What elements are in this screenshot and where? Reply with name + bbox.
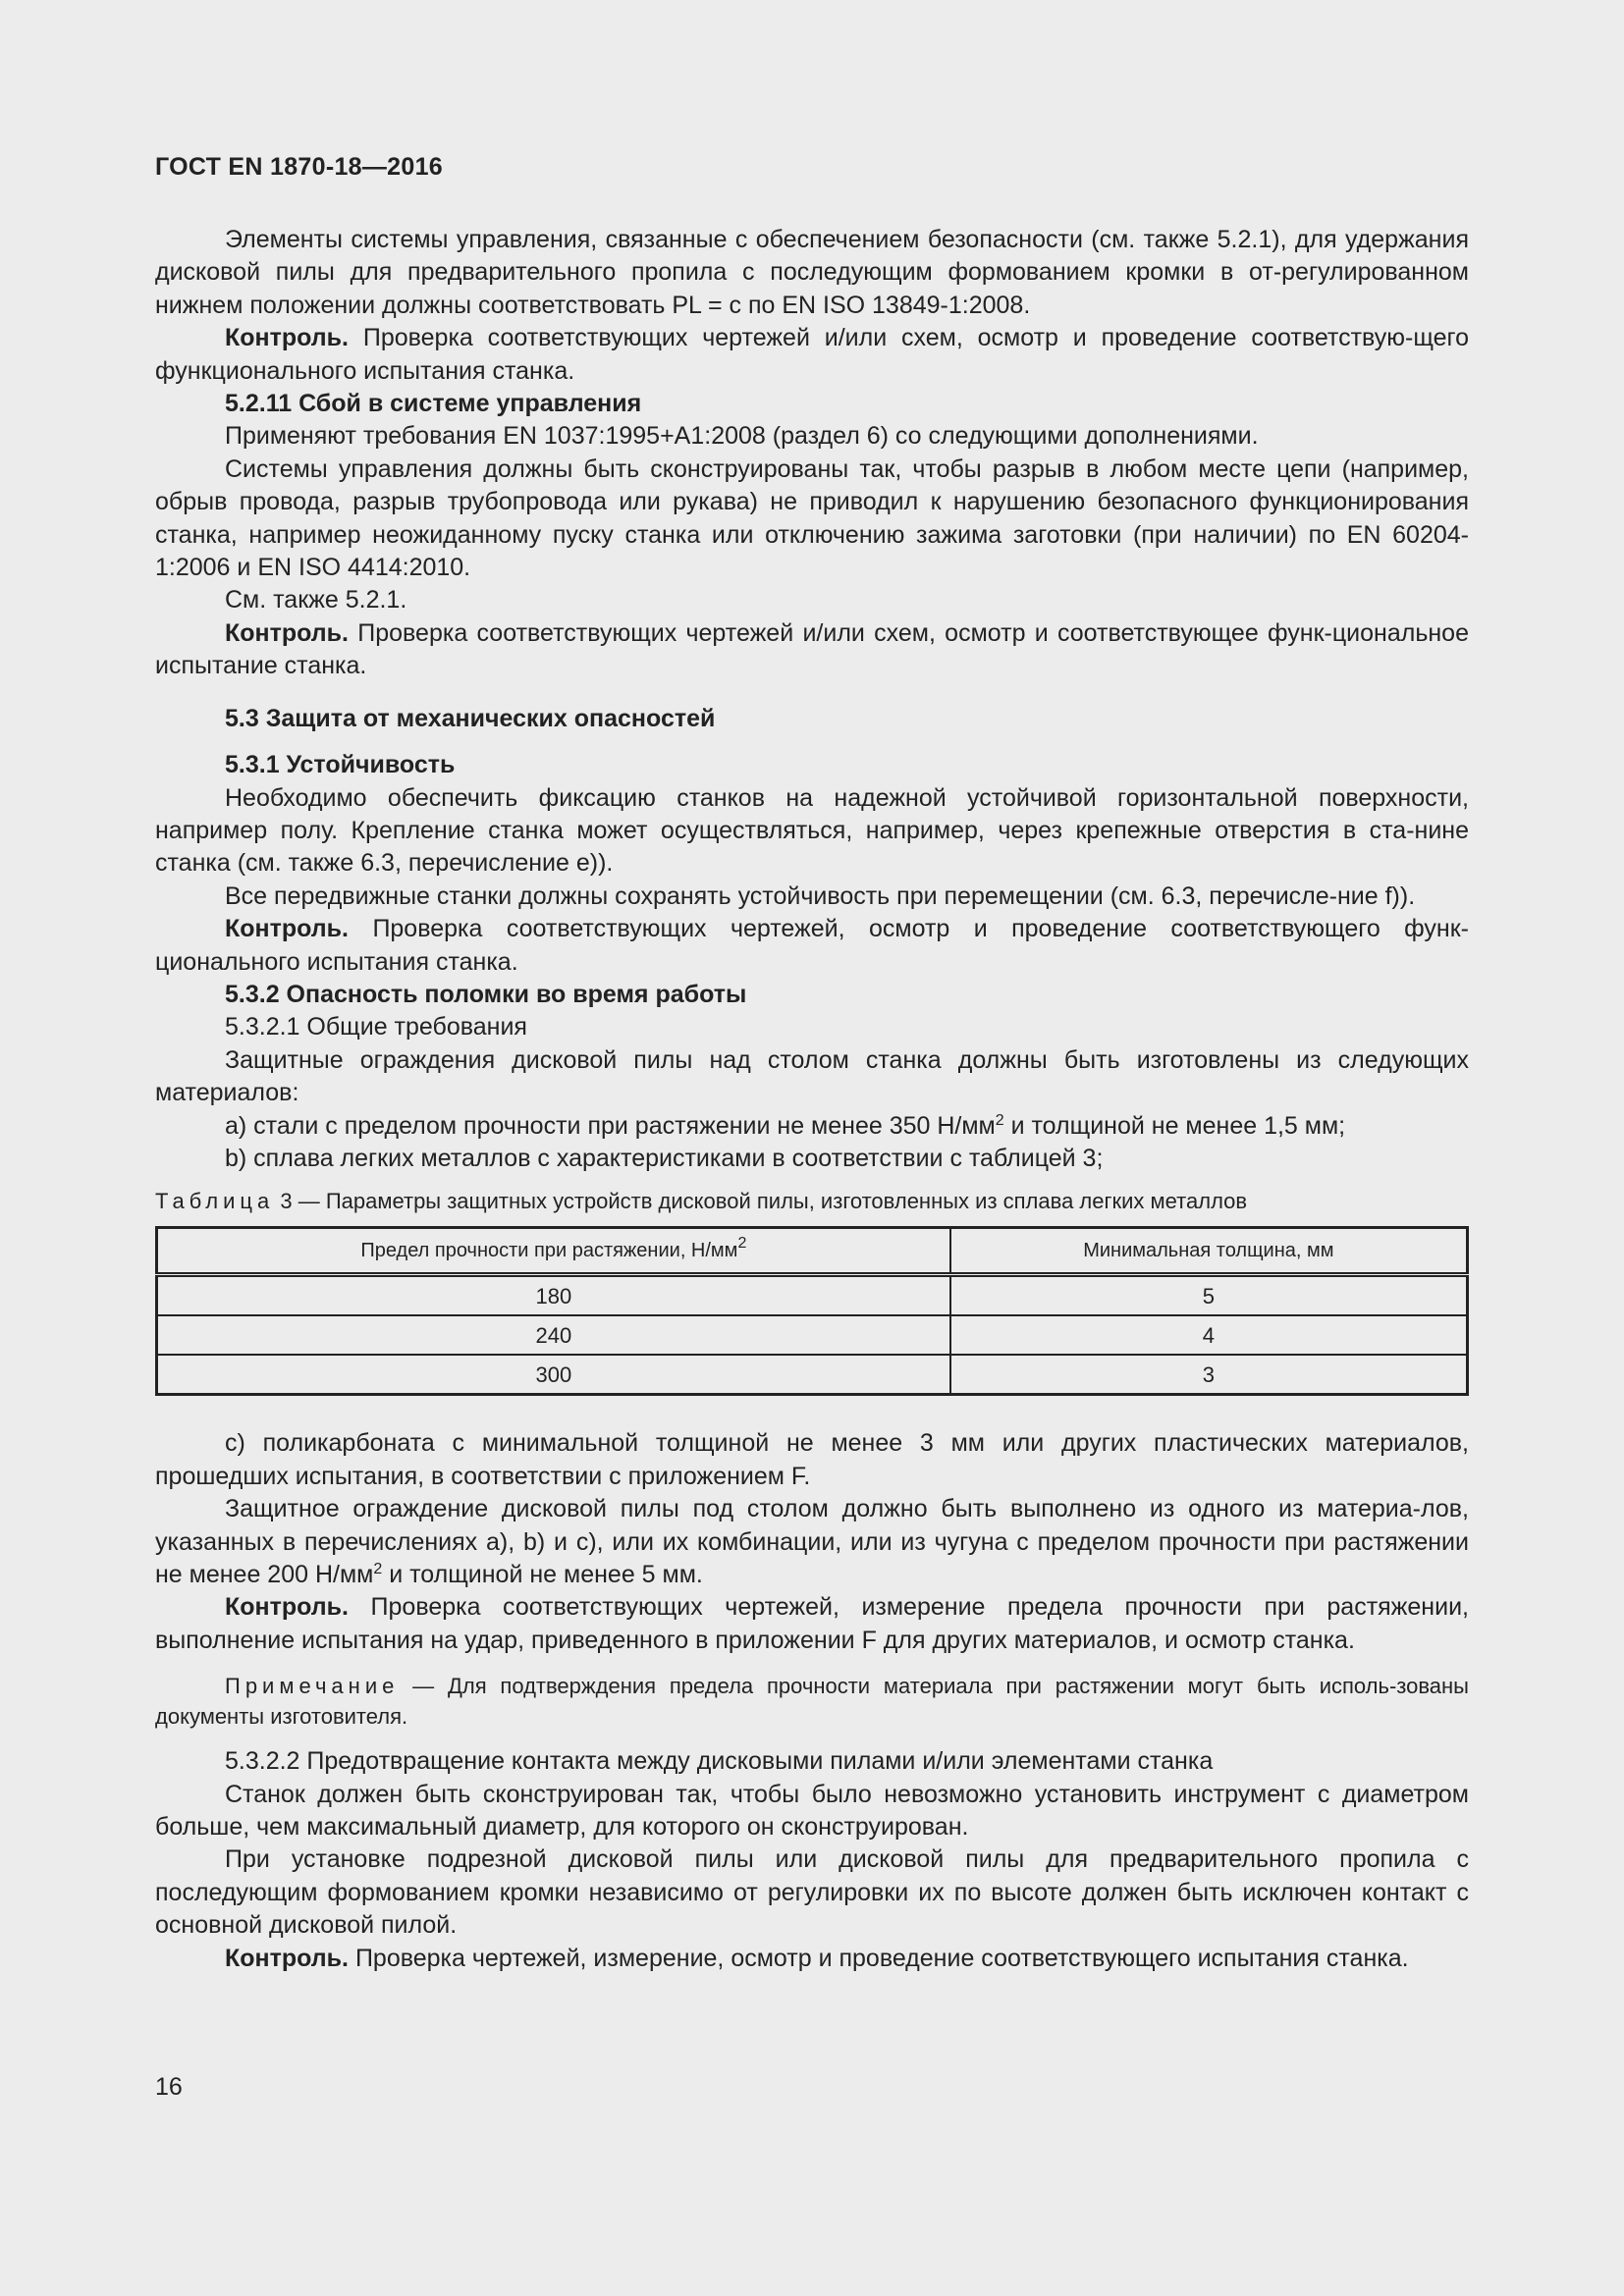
table-cell-thickness: 5 [950, 1275, 1468, 1316]
paragraph: Применяют требования EN 1037:1995+A1:2008 (раздел 6) со следующими дополнениями. [225, 422, 1259, 451]
paragraph: Все передвижные станки должны сохранять устойчивость при перемещении (см. 6.3, перечисле-ние f)). [225, 881, 1416, 910]
control-paragraph [155, 1591, 1469, 1657]
section-heading-5-2-11: 5.2.11 Сбой в системе управления [225, 390, 642, 418]
table-cell-strength: 300 [157, 1355, 950, 1395]
table-caption-label: Таблица [155, 1189, 275, 1214]
control-label: Контроль. [225, 1944, 349, 1972]
section-heading-5-3-2: 5.3.2 Опасность поломки во время работы [225, 980, 747, 1008]
list-item-b: b) сплава легких металлов с характеристиками в соответствии с таблицей 3; [225, 1144, 1104, 1172]
list-item-a: а) стали с пределом прочности при растяжении не менее 350 $Н/мм^2$ и толщиной не менее 1,5 мм; [225, 1111, 1346, 1140]
paragraph: Станок должен быть сконструирован так, чтобы было невозможно установить инструмент с диаметром больше, чем максимальный диаметр, для которого он сконструирован. [155, 1780, 1469, 1842]
subsection-heading-5-3-2-1: 5.3.2.1 Общие требования [225, 1013, 527, 1041]
table-header-thickness: Минимальная толщина, мм [950, 1228, 1468, 1275]
document-header: ГОСТ EN 1870-18—2016 [155, 153, 443, 181]
control-text: Проверка чертежей, измерение, осмотр и проведение соответствующего испытания станка. [354, 1944, 1409, 1972]
table-3 [155, 1226, 1469, 1396]
page-number: 16 [155, 2073, 183, 2101]
paragraph: Системы управления должны быть сконструированы так, чтобы разрыв в любом месте цепи (например, обрыв провода, разрыв трубопровода или рукава) не приводил к нарушению безопасного функционирования станка, например неожиданному пуску станка или отключению зажима заготовки (при наличии) по EN 60204-1:2006 и EN ISO 4414:2010. [155, 454, 1469, 582]
control-text: Проверка соответствующих чертежей и/или схем, осмотр и проведение соответствую-щего функционального испытания станка. [155, 324, 1469, 385]
paragraph: При установке подрезной дисковой пилы или дисковой пилы для предварительного пропила с последующим формованием кромки независимо от регулировки их по высоте должен быть исключен контакт с основной дисковой пилой. [155, 1845, 1469, 1940]
note [155, 1671, 1469, 1732]
table-cell-thickness: 4 [950, 1315, 1468, 1355]
table-header-strength: Предел прочности при растяжении, $Н/мм^2$ [157, 1228, 950, 1275]
table-caption-text: 3 — Параметры защитных устройств дисковой пилы, изготовленных из сплава легких металлов [274, 1189, 1248, 1214]
paragraph: Защитное ограждение дисковой пилы под столом должно быть выполнено из одного из материа-лов, указанных в перечислениях а), b) и с), или их комбинации, или из чугуна с пределом прочности при растяжении не менее 200 $Н/мм^2$ и толщиной не менее 5 мм. [155, 1495, 1469, 1588]
paragraph: Элементы системы управления, связанные с обеспечением безопасности (см. также 5.2.1), для удержания дисковой пилы для предварительного пропила с последующим формованием кромки в от-регулированном нижнем положении должны соответствовать PL = с по EN ISO 13849-1:2008. [155, 226, 1469, 319]
control-text: Проверка соответствующих чертежей, осмотр и проведение соответствующего функ-ционального испытания станка. [155, 915, 1469, 976]
table-cell-thickness: 3 [950, 1355, 1468, 1395]
section-heading-5-3: 5.3 Защита от механических опасностей [225, 704, 716, 732]
document-body [155, 224, 1469, 1975]
table-row [157, 1355, 1468, 1395]
control-paragraph [155, 617, 1469, 683]
control-label: Контроль. [225, 324, 349, 352]
table-cell-strength: 240 [157, 1315, 950, 1355]
list-item-c: с) поликарбоната с минимальной толщиной не менее 3 мм или других пластических материалов, прошедших испытания, в соответствии с приложением F. [155, 1429, 1469, 1490]
control-paragraph [155, 1943, 1469, 1975]
section-heading-5-3-1: 5.3.1 Устойчивость [225, 751, 456, 779]
paragraph: Защитные ограждения дисковой пилы над столом станка должны быть изготовлены из следующих материалов: [155, 1045, 1469, 1107]
table-row [157, 1275, 1468, 1316]
paragraph: Необходимо обеспечить фиксацию станков на надежной устойчивой горизонтальной поверхности, например полу. Крепление станка может осуществляться, например, через крепежные отверстия в ста-нине станка (см. также 6.3, перечисление е)). [155, 783, 1469, 878]
control-text: Проверка соответствующих чертежей и/или схем, осмотр и соответствующее функ-циональное испытание станка. [155, 618, 1469, 680]
note-label: Примечание [225, 1674, 400, 1699]
control-label: Контроль. [225, 915, 349, 943]
control-label: Контроль. [225, 618, 349, 647]
table-row [157, 1315, 1468, 1355]
note-text: — Для подтверждения предела прочности материала при растяжении могут быть исполь-зованы документы изготовителя. [155, 1674, 1469, 1730]
table-caption [155, 1187, 1469, 1216]
subsection-heading-5-3-2-2: 5.3.2.2 Предотвращение контакта между дисковыми пилами и/или элементами станка [225, 1747, 1214, 1776]
control-paragraph [155, 322, 1469, 388]
control-paragraph [155, 913, 1469, 979]
control-text: Проверка соответствующих чертежей, измерение предела прочности при растяжении, выполнение испытания на удар, приведенного в приложении F для других материалов, и осмотр станка. [155, 1593, 1469, 1654]
control-label: Контроль. [225, 1593, 349, 1622]
paragraph: См. также 5.2.1. [225, 586, 407, 614]
table-cell-strength: 180 [157, 1275, 950, 1316]
